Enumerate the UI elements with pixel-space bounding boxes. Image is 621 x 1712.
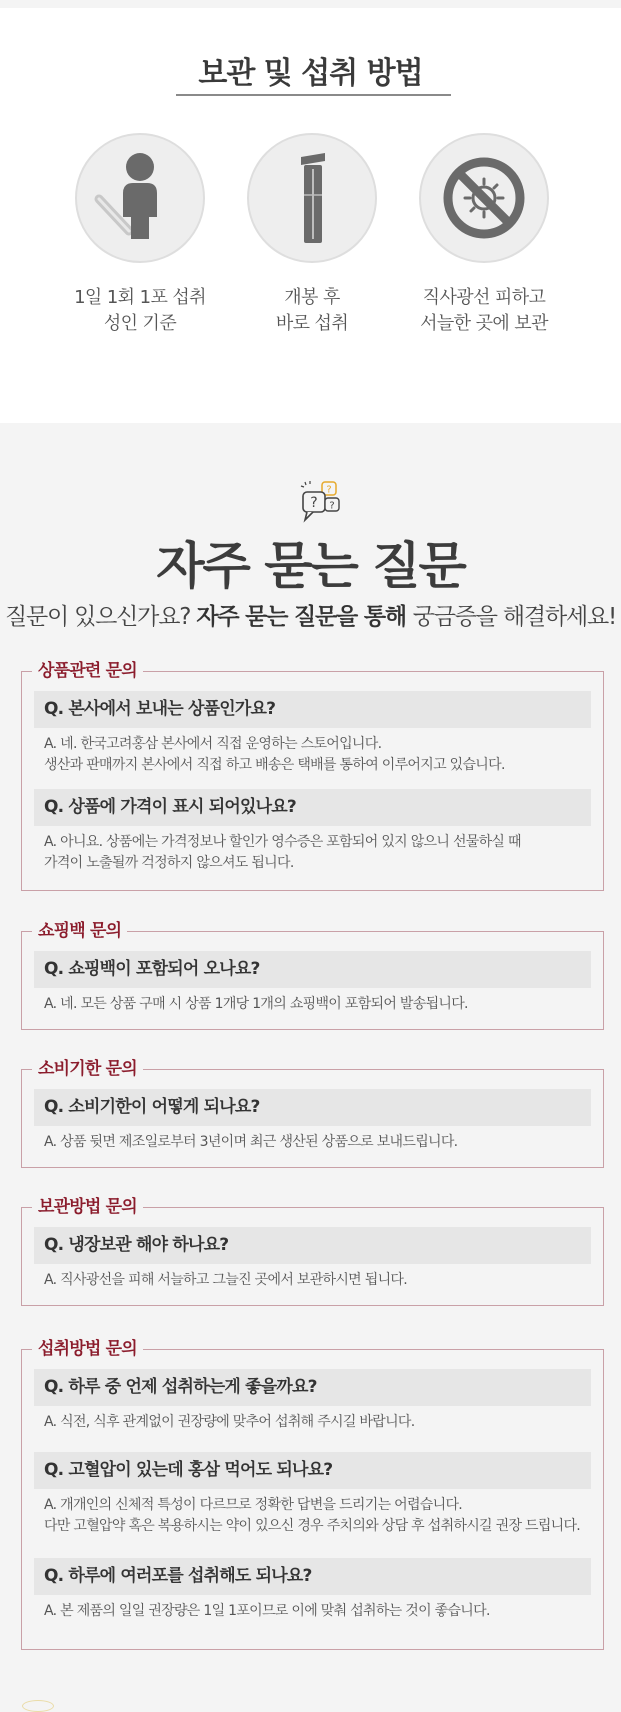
answer-line: A. 네. 모든 상품 구매 시 상품 1개당 1개의 쇼핑백이 포함되어 발송됩니다.	[44, 996, 468, 1012]
faq-section-intake	[21, 1339, 604, 1650]
question-item[interactable]: Q. 소비기한이 어떻게 되나요?	[34, 1089, 591, 1126]
answer-line: 가격이 노출될까 걱정하지 않으셔도 됩니다.	[44, 855, 294, 871]
subtitle-end: 궁금증을 해결하세요!	[412, 604, 617, 630]
section-label: 소비기한 문의	[32, 1056, 143, 1082]
subtitle-bold: 자주 묻는 질문을 통해	[196, 604, 413, 630]
section-label: 상품관련 문의	[32, 658, 143, 684]
faq-title: 자주 묻는 질문	[156, 537, 465, 595]
answer-text	[44, 832, 589, 874]
section-label: 보관방법 문의	[32, 1194, 143, 1220]
answer-text	[44, 1412, 589, 1433]
storage-line2: 서늘한 곳에 보관	[420, 313, 548, 334]
answer-line: A. 본 제품의 일일 권장량은 1일 1포이므로 이에 맞춰 섭취하는 것이 좋습니다.	[44, 1603, 490, 1619]
question-item[interactable]: Q. 쇼핑백이 포함되어 오나요?	[34, 951, 591, 988]
top-strip	[0, 0, 621, 8]
section-label: 쇼핑백 문의	[32, 918, 127, 944]
svg-text:?: ?	[329, 500, 335, 512]
faq-section-shopping-bag	[21, 921, 604, 1030]
no-sunlight-icon	[419, 133, 549, 263]
faq-subtitle	[0, 598, 621, 631]
section-label: 섭취방법 문의	[32, 1336, 143, 1362]
intake-line2: 성인 기준	[103, 313, 177, 334]
decorative-ornament	[22, 1700, 54, 1712]
faq-section-storage	[21, 1197, 604, 1306]
subtitle-start: 질문이 있으신가요?	[4, 604, 197, 630]
question-bubbles-icon	[299, 480, 343, 524]
answer-line: A. 개개인의 신체적 특성이 다르므로 정확한 답변을 드리기는 어렵습니다.	[44, 1497, 463, 1513]
question-item[interactable]: Q. 하루 중 언제 섭취하는게 좋을까요?	[34, 1369, 591, 1406]
answer-text	[44, 1270, 589, 1291]
open-line2: 바로 섭취	[275, 313, 349, 334]
storage-line1: 직사광선 피하고	[422, 287, 546, 308]
title-underline	[176, 94, 451, 96]
question-item[interactable]: Q. 하루에 여러포를 섭취해도 되나요?	[34, 1558, 591, 1595]
open-caption	[212, 285, 412, 337]
answer-text	[44, 1495, 589, 1537]
faq-section-product	[21, 661, 604, 891]
answer-line: 생산과 판매까지 본사에서 직접 하고 배송은 택배를 통하여 이루어지고 있습니다.	[44, 757, 505, 773]
answer-text	[44, 994, 589, 1015]
answer-line: 다만 고혈압약 혹은 복용하시는 약이 있으신 경우 주치의와 상담 후 섭취하시길 권장 드립니다.	[44, 1518, 581, 1534]
svg-text:?: ?	[310, 495, 318, 511]
question-item[interactable]: Q. 본사에서 보내는 상품인가요?	[34, 691, 591, 728]
svg-text:?: ?	[326, 484, 332, 496]
intake-caption	[40, 285, 240, 337]
open-line1: 개봉 후	[284, 287, 340, 308]
answer-line: A. 식전, 식후 관계없이 권장량에 맞추어 섭취해 주시길 바랍니다.	[44, 1414, 415, 1430]
answer-line: A. 아니요. 상품에는 가격정보나 할인가 영수증은 포함되어 있지 않으니 선물하실 때	[44, 834, 521, 850]
answer-text	[44, 1601, 589, 1622]
answer-text	[44, 734, 589, 776]
answer-line: A. 네. 한국고려홍삼 본사에서 직접 운영하는 스토어입니다.	[44, 736, 382, 752]
question-item[interactable]: Q. 상품에 가격이 표시 되어있나요?	[34, 789, 591, 826]
answer-line: A. 상품 뒷면 제조일로부터 3년이며 최근 생산된 상품으로 보내드립니다.	[44, 1134, 458, 1150]
answer-line: A. 직사광선을 피해 서늘하고 그늘진 곳에서 보관하시면 됩니다.	[44, 1272, 407, 1288]
person-icon	[75, 133, 205, 263]
storage-caption	[384, 285, 584, 337]
storage-title: 보관 및 섭취 방법	[198, 56, 423, 91]
answer-text	[44, 1132, 589, 1153]
intake-line1: 1일 1회 1포 섭취	[74, 287, 206, 308]
faq-section-expiry	[21, 1059, 604, 1168]
question-item[interactable]: Q. 고혈압이 있는데 홍삼 먹어도 되나요?	[34, 1452, 591, 1489]
question-item[interactable]: Q. 냉장보관 해야 하나요?	[34, 1227, 591, 1264]
stick-pouch-icon	[247, 133, 377, 263]
